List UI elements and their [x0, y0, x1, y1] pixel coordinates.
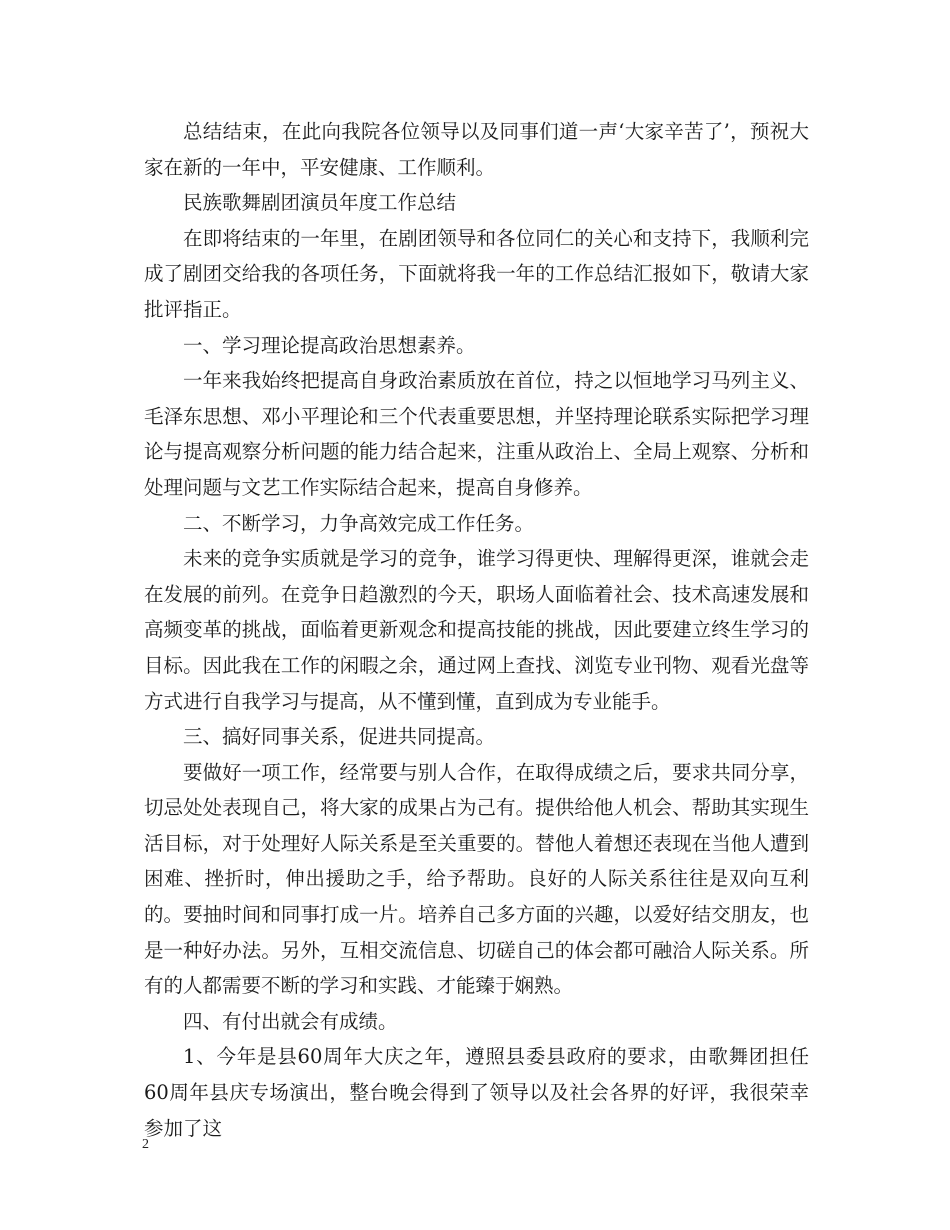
paragraph-closing-remarks: 总结结束，在此向我院各位领导以及同事们道一声‘大家辛苦了’，预祝大家在新的一年中，平安健康、工作顺利。 [144, 120, 809, 179]
heading-four: 四、有付出就会有成绩。 [183, 1009, 398, 1033]
paragraph-intro: 在即将结束的一年里，在剧团领导和各位同仁的关心和支持下，我顺利完成了剧团交给我的各项任务，下面就将我一年的工作总结汇报如下，敬请大家批评指正。 [144, 226, 809, 321]
document-body [144, 114, 809, 1146]
paragraph-theory: 一年来我始终把提高自身政治素质放在首位，持之以恒地学习马列主义、毛泽东思想、邓小平理论和三个代表重要思想，并坚持理论联系实际把学习理论与提高观察分析问题的能力结合起来，注重从政治上、全局上观察、分析和处理问题与文艺工作实际结合起来，提高自身修养。 [144, 369, 809, 499]
heading-three: 三、搞好同事关系，促进共同提高。 [183, 725, 496, 749]
page-number: 2 [142, 1137, 149, 1152]
paragraph-anniversary: 1、今年是县60周年大庆之年，遵照县委县政府的要求，由歌舞团担任60周年县庆专场演出，整台晚会得到了领导以及社会各界的好评，我很荣幸参加了这 [144, 1045, 809, 1140]
heading-two: 二、不断学习，力争高效完成工作任务。 [183, 511, 535, 535]
paragraph-colleagues: 要做好一项工作，经常要与别人合作，在取得成绩之后，要求共同分享，切忌处处表现自己，将大家的成果占为己有。提供给他人机会、帮助其实现生活目标，对于处理好人际关系是至关重要的。替他人着想还表现在当他人遭到困难、挫折时，伸出援助之手，给予帮助。良好的人际关系往往是双向互利的。要抽时间和同事打成一片。培养自己多方面的兴趣，以爱好结交朋友，也是一种好办法。另外，互相交流信息、切磋自己的体会都可融洽人际关系。所有的人都需要不断的学习和实践、才能臻于娴熟。 [144, 760, 809, 998]
paragraph-learning: 未来的竞争实质就是学习的竞争，谁学习得更快、理解得更深，谁就会走在发展的前列。在竞争日趋激烈的今天，职场人面临着社会、技术高速发展和高频变革的挑战，面临着更新观念和提高技能的挑战，因此要建立终生学习的目标。因此我在工作的闲暇之余，通过网上查找、浏览专业刊物、观看光盘等方式进行自我学习与提高，从不懂到懂，直到成为专业能手。 [144, 547, 809, 713]
heading-one: 一、学习理论提高政治思想素养。 [183, 333, 476, 357]
section-title: 民族歌舞剧团演员年度工作总结 [183, 191, 457, 215]
